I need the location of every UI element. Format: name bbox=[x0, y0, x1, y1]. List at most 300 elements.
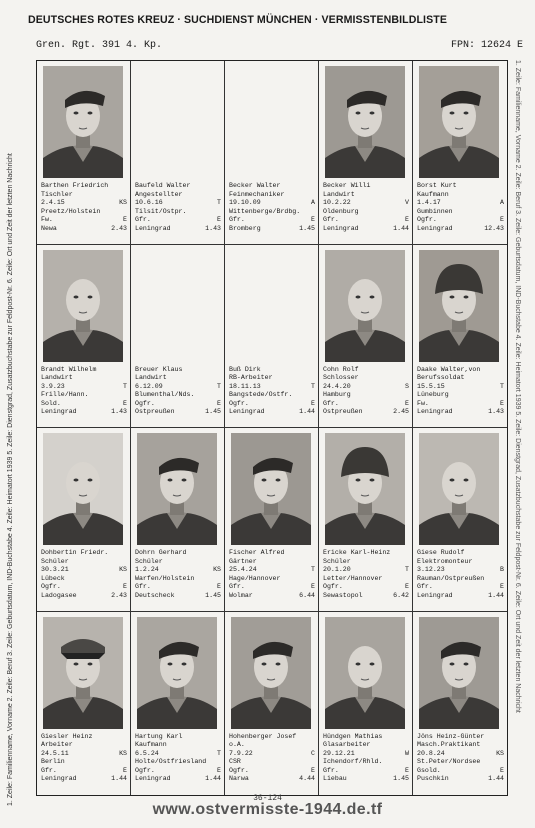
info-text: Elektromonteur bbox=[417, 557, 473, 565]
info-line bbox=[229, 767, 315, 776]
person-card bbox=[413, 428, 507, 612]
info-code: 1.44 bbox=[299, 408, 315, 416]
person-card bbox=[413, 61, 507, 245]
info-code: T bbox=[311, 566, 315, 574]
info-text: 15.5.15 bbox=[417, 382, 445, 390]
info-line bbox=[417, 182, 504, 191]
info-line bbox=[417, 374, 504, 383]
person-card bbox=[319, 245, 413, 429]
person-card bbox=[37, 612, 131, 796]
info-code: T bbox=[123, 382, 127, 390]
info-text: Ichendorf/Rhld. bbox=[323, 758, 383, 766]
info-line bbox=[41, 758, 127, 767]
info-line bbox=[417, 366, 504, 375]
page-title: DEUTSCHES ROTES KREUZ · SUCHDIENST MÜNCHEN · VERMISSTENBILDLISTE bbox=[28, 14, 447, 26]
info-line bbox=[323, 558, 409, 567]
person-info bbox=[417, 733, 504, 785]
info-text: Hage/Hannover bbox=[229, 574, 281, 582]
info-text: Ostpreußen bbox=[135, 408, 175, 416]
info-text: Leningrad bbox=[41, 775, 77, 783]
info-text: Berlin bbox=[41, 758, 65, 766]
info-line bbox=[323, 583, 409, 592]
info-text: Ogfr. bbox=[323, 583, 343, 591]
info-text: Fischer Alfred bbox=[229, 549, 285, 556]
info-code: 1.45 bbox=[299, 224, 315, 232]
info-line bbox=[417, 549, 504, 558]
info-line bbox=[229, 558, 315, 567]
info-code: E bbox=[217, 583, 221, 591]
info-text: Tischler bbox=[41, 190, 73, 198]
info-line bbox=[323, 225, 409, 234]
info-code: E bbox=[311, 583, 315, 591]
info-line bbox=[41, 374, 127, 383]
info-code: KS bbox=[213, 566, 221, 574]
info-text: 10.2.22 bbox=[323, 199, 351, 207]
info-line bbox=[417, 199, 504, 208]
person-photo bbox=[43, 617, 123, 729]
info-text: Preetz/Holstein bbox=[41, 207, 101, 215]
info-line bbox=[323, 408, 409, 417]
info-line bbox=[41, 733, 127, 742]
person-info bbox=[41, 366, 127, 418]
info-text: Barthen Friedrich bbox=[41, 182, 109, 189]
info-line bbox=[323, 741, 409, 750]
info-code: 1.44 bbox=[488, 591, 504, 599]
person-photo bbox=[325, 66, 405, 178]
info-text: Wittenberge/Brdbg. bbox=[229, 207, 301, 215]
info-text: Berufssoldat bbox=[417, 374, 465, 382]
info-line bbox=[135, 208, 221, 217]
person-photo bbox=[419, 433, 499, 545]
info-line bbox=[323, 199, 409, 208]
person-card bbox=[225, 61, 319, 245]
info-text: Glasarbeiter bbox=[323, 741, 371, 749]
info-line bbox=[323, 191, 409, 200]
info-line bbox=[323, 549, 409, 558]
info-text: Fw. bbox=[417, 399, 429, 407]
info-text: Giese Rudolf bbox=[417, 549, 465, 556]
person-photo bbox=[419, 250, 499, 362]
info-text: Baufeld Walter bbox=[135, 182, 191, 189]
info-text: Dohbertin Friedr. bbox=[41, 549, 109, 556]
footer-watermark: www.ostvermisste-1944.de.tf bbox=[152, 801, 383, 818]
info-line bbox=[135, 558, 221, 567]
info-text: Breuer Klaus bbox=[135, 365, 183, 373]
info-line bbox=[229, 758, 315, 767]
info-line bbox=[323, 182, 409, 191]
info-text: Gfr. bbox=[417, 583, 433, 591]
info-line bbox=[229, 182, 315, 191]
info-line bbox=[41, 366, 127, 375]
info-code: 2.45 bbox=[393, 408, 409, 416]
info-line bbox=[135, 191, 221, 200]
person-photo bbox=[43, 433, 123, 545]
person-card bbox=[225, 612, 319, 796]
info-line bbox=[135, 733, 221, 742]
info-line bbox=[323, 374, 409, 383]
info-line bbox=[135, 216, 221, 225]
info-text: Schüler bbox=[135, 557, 163, 565]
info-text: Schüler bbox=[41, 557, 69, 565]
info-text: Becker Willi bbox=[323, 182, 371, 189]
info-text: Letter/Hannover bbox=[323, 574, 383, 582]
info-text: Kaufmann bbox=[135, 741, 167, 749]
info-text: Jöns Heinz-Günter bbox=[417, 732, 485, 740]
info-line bbox=[417, 767, 504, 776]
info-text: 24.5.11 bbox=[41, 749, 69, 757]
info-line bbox=[323, 592, 409, 601]
info-code: B bbox=[500, 566, 504, 574]
person-card bbox=[131, 428, 225, 612]
person-info bbox=[323, 182, 409, 234]
info-line bbox=[229, 583, 315, 592]
info-line bbox=[41, 767, 127, 776]
info-text: Sewastopol bbox=[323, 591, 363, 599]
info-text: 3.9.23 bbox=[41, 382, 65, 390]
info-code: E bbox=[217, 766, 221, 774]
info-line bbox=[41, 592, 127, 601]
info-text: 25.4.24 bbox=[229, 566, 257, 574]
info-text: 7.9.22 bbox=[229, 749, 253, 757]
info-text: Gärtner bbox=[229, 557, 257, 565]
info-line bbox=[323, 575, 409, 584]
person-info bbox=[135, 549, 221, 601]
info-line bbox=[229, 750, 315, 759]
info-code: 1.44 bbox=[393, 224, 409, 232]
person-info bbox=[41, 182, 127, 234]
info-line bbox=[229, 225, 315, 234]
person-card bbox=[37, 245, 131, 429]
info-text: Gsold. bbox=[417, 766, 441, 774]
info-code: T bbox=[217, 382, 221, 390]
info-line bbox=[229, 775, 315, 784]
info-line bbox=[135, 366, 221, 375]
info-line bbox=[135, 400, 221, 409]
info-text: Ladogasee bbox=[41, 591, 77, 599]
person-card bbox=[319, 428, 413, 612]
info-line bbox=[417, 750, 504, 759]
side-legend-right: 1. Zeile: Familienname, Vorname 2. Zeile: Beruf 3. Zeile: Geburtsdatum, IND-Buchstabe 4. Zeile: Heimatort 1939 5. Zeile: Dienstgrad, Zusatzbuchstabe zur Feldpost-Nr. 6. Zeile: Ort und Zeit der letzten Nachricht bbox=[514, 60, 521, 713]
info-text: Giesler Heinz bbox=[41, 732, 93, 740]
info-line bbox=[417, 208, 504, 217]
info-code: 6.44 bbox=[299, 591, 315, 599]
info-text: Landwirt bbox=[41, 374, 73, 382]
info-code: 1.44 bbox=[488, 775, 504, 783]
info-line bbox=[417, 583, 504, 592]
info-code: E bbox=[311, 216, 315, 224]
info-line bbox=[417, 408, 504, 417]
info-text: Hamburg bbox=[323, 391, 351, 399]
person-photo bbox=[43, 66, 123, 178]
info-line bbox=[229, 199, 315, 208]
info-line bbox=[135, 391, 221, 400]
info-text: Gfr. bbox=[135, 583, 151, 591]
info-line bbox=[135, 225, 221, 234]
info-text: Gumbinnen bbox=[417, 207, 453, 215]
person-photo bbox=[137, 250, 217, 362]
info-code: E bbox=[500, 216, 504, 224]
info-code: KS bbox=[119, 199, 127, 207]
info-code: T bbox=[405, 566, 409, 574]
info-text: 10.6.16 bbox=[135, 199, 163, 207]
info-text: Masch.Praktikant bbox=[417, 741, 481, 749]
info-text: Leningrad bbox=[417, 408, 453, 416]
info-code: S bbox=[405, 382, 409, 390]
info-text: Schüler bbox=[323, 557, 351, 565]
info-text: Bangstede/Ostfr. bbox=[229, 391, 293, 399]
info-text: 20.8.24 bbox=[417, 749, 445, 757]
person-photo bbox=[231, 66, 311, 178]
info-text: Ericke Karl-Heinz bbox=[323, 549, 391, 556]
info-code: 12.43 bbox=[484, 224, 504, 232]
info-text: Gfr. bbox=[135, 216, 151, 224]
info-line bbox=[417, 758, 504, 767]
info-code: E bbox=[311, 399, 315, 407]
person-photo bbox=[325, 617, 405, 729]
info-line bbox=[417, 592, 504, 601]
info-line bbox=[323, 366, 409, 375]
info-code: E bbox=[500, 399, 504, 407]
info-line bbox=[41, 583, 127, 592]
info-code: 1.43 bbox=[205, 224, 221, 232]
info-text: Bromberg bbox=[229, 224, 261, 232]
info-line bbox=[417, 741, 504, 750]
person-card bbox=[37, 61, 131, 245]
info-text: Landwirt bbox=[323, 190, 355, 198]
person-grid bbox=[36, 60, 508, 796]
info-line bbox=[41, 566, 127, 575]
info-text: 29.12.21 bbox=[323, 749, 355, 757]
info-code: E bbox=[123, 766, 127, 774]
info-line bbox=[323, 733, 409, 742]
fpn-label: FPN: 12624 E bbox=[450, 40, 523, 51]
info-code: 1.45 bbox=[393, 775, 409, 783]
info-text: Frille/Hann. bbox=[41, 391, 89, 399]
person-photo bbox=[231, 250, 311, 362]
info-text: Ogfr. bbox=[417, 216, 437, 224]
info-line bbox=[417, 391, 504, 400]
info-text: Cohn Rolf bbox=[323, 365, 359, 373]
info-code: 1.44 bbox=[205, 775, 221, 783]
info-text: o.A. bbox=[229, 741, 245, 749]
info-line bbox=[229, 741, 315, 750]
info-text: Leningrad bbox=[417, 224, 453, 232]
info-text: Lüneburg bbox=[417, 391, 449, 399]
info-line bbox=[135, 383, 221, 392]
info-line bbox=[229, 216, 315, 225]
info-code: E bbox=[123, 399, 127, 407]
person-card bbox=[131, 61, 225, 245]
info-line bbox=[135, 575, 221, 584]
person-info bbox=[135, 366, 221, 418]
info-text: Feinmechaniker bbox=[229, 190, 285, 198]
info-text: Puschkin bbox=[417, 775, 449, 783]
person-card bbox=[131, 245, 225, 429]
info-text: Buß Dirk bbox=[229, 365, 261, 373]
info-code: E bbox=[123, 216, 127, 224]
info-text: Ostpreußen bbox=[323, 408, 363, 416]
info-text: Leningrad bbox=[135, 775, 171, 783]
info-text: Angestellter bbox=[135, 190, 183, 198]
info-line bbox=[135, 750, 221, 759]
info-line bbox=[41, 775, 127, 784]
person-card bbox=[319, 612, 413, 796]
person-card bbox=[413, 245, 507, 429]
info-line bbox=[229, 549, 315, 558]
info-text: Wolmar bbox=[229, 591, 253, 599]
info-line bbox=[323, 775, 409, 784]
person-info bbox=[135, 182, 221, 234]
person-photo bbox=[231, 433, 311, 545]
info-text: 6.5.24 bbox=[135, 749, 159, 757]
info-code: T bbox=[217, 199, 221, 207]
person-photo bbox=[137, 66, 217, 178]
info-line bbox=[323, 383, 409, 392]
info-code: 1.43 bbox=[488, 408, 504, 416]
info-line bbox=[323, 767, 409, 776]
info-line bbox=[323, 391, 409, 400]
info-line bbox=[41, 383, 127, 392]
info-line bbox=[229, 400, 315, 409]
info-line bbox=[41, 558, 127, 567]
info-code: E bbox=[405, 399, 409, 407]
info-text: Kaufmann bbox=[417, 190, 449, 198]
info-line bbox=[417, 225, 504, 234]
info-text: Ogfr. bbox=[229, 766, 249, 774]
info-line bbox=[41, 191, 127, 200]
info-line bbox=[417, 775, 504, 784]
person-info bbox=[41, 733, 127, 785]
info-line bbox=[323, 750, 409, 759]
page-number: 36-124 bbox=[253, 794, 282, 803]
info-text: Schlosser bbox=[323, 374, 359, 382]
info-code: 4.44 bbox=[299, 775, 315, 783]
info-text: Dohrn Gerhard bbox=[135, 549, 187, 556]
info-text: Leningrad bbox=[323, 224, 359, 232]
info-text: Lübeck bbox=[41, 574, 65, 582]
info-line bbox=[229, 592, 315, 601]
info-line bbox=[417, 558, 504, 567]
info-text: Ogfr. bbox=[41, 583, 61, 591]
info-line bbox=[417, 575, 504, 584]
info-line bbox=[41, 549, 127, 558]
info-code: E bbox=[405, 216, 409, 224]
info-code: KS bbox=[119, 749, 127, 757]
person-photo bbox=[325, 433, 405, 545]
info-text: Hündgen Mathias bbox=[323, 732, 383, 740]
info-text: Narwa bbox=[229, 775, 249, 783]
info-text: 3.12.23 bbox=[417, 566, 445, 574]
info-line bbox=[135, 592, 221, 601]
info-line bbox=[229, 566, 315, 575]
person-info bbox=[323, 733, 409, 785]
info-text: 18.11.13 bbox=[229, 382, 261, 390]
person-info bbox=[417, 549, 504, 601]
info-line bbox=[417, 216, 504, 225]
info-line bbox=[135, 374, 221, 383]
info-line bbox=[323, 216, 409, 225]
info-text: Daake Walter,von bbox=[417, 365, 481, 373]
info-line bbox=[135, 566, 221, 575]
person-card bbox=[131, 612, 225, 796]
side-legend-left: 1. Zeile: Familienname, Vorname 2. Zeile: Beruf 3. Zeile: Geburtsdatum, IND-Buchstabe 4. Zeile: Heimatort 1939 5. Zeile: Dienstgrad, Zusatzbuchstabe zur Feldpost-Nr. 6. Zeile: Ort und Zeit der letzten Nachricht bbox=[7, 153, 14, 806]
info-text: Borst Kurt bbox=[417, 182, 457, 189]
info-text: Gfr. bbox=[323, 216, 339, 224]
info-line bbox=[417, 383, 504, 392]
info-text: Liebau bbox=[323, 775, 347, 783]
info-text: Deutscheck bbox=[135, 591, 175, 599]
info-line bbox=[417, 400, 504, 409]
info-line bbox=[135, 549, 221, 558]
info-line bbox=[135, 758, 221, 767]
info-line bbox=[41, 575, 127, 584]
info-text: Ogfr. bbox=[135, 399, 155, 407]
person-photo bbox=[231, 617, 311, 729]
info-text: Gfr. bbox=[229, 583, 245, 591]
person-info bbox=[229, 549, 315, 601]
info-line bbox=[229, 408, 315, 417]
info-text: 24.4.20 bbox=[323, 382, 351, 390]
info-text: Newa bbox=[41, 224, 57, 232]
info-line bbox=[41, 199, 127, 208]
info-code: V bbox=[405, 199, 409, 207]
info-line bbox=[323, 566, 409, 575]
info-text: CSR bbox=[229, 758, 241, 766]
info-line bbox=[229, 191, 315, 200]
person-info bbox=[323, 366, 409, 418]
info-text: Hohenberger Josef bbox=[229, 732, 297, 740]
person-card bbox=[319, 61, 413, 245]
info-text: Leningrad bbox=[229, 408, 265, 416]
person-card bbox=[413, 612, 507, 796]
info-text: 2.4.15 bbox=[41, 199, 65, 207]
info-text: Gfr. bbox=[229, 216, 245, 224]
info-code: E bbox=[500, 583, 504, 591]
info-code: 1.45 bbox=[205, 591, 221, 599]
person-photo bbox=[419, 66, 499, 178]
info-text: Tilsit/Ostpr. bbox=[135, 207, 187, 215]
info-line bbox=[135, 741, 221, 750]
info-text: Ogfr. bbox=[135, 766, 155, 774]
info-line bbox=[41, 391, 127, 400]
info-code: A bbox=[500, 199, 504, 207]
info-line bbox=[135, 583, 221, 592]
info-code: E bbox=[405, 766, 409, 774]
person-photo bbox=[419, 617, 499, 729]
info-text: Leningrad bbox=[135, 224, 171, 232]
info-line bbox=[41, 750, 127, 759]
info-text: Landwirt bbox=[135, 374, 167, 382]
info-line bbox=[135, 408, 221, 417]
info-line bbox=[417, 566, 504, 575]
info-text: Gfr. bbox=[323, 399, 339, 407]
info-line bbox=[135, 182, 221, 191]
info-code: 2.43 bbox=[111, 591, 127, 599]
info-code: 1.44 bbox=[111, 775, 127, 783]
info-line bbox=[229, 366, 315, 375]
info-code: E bbox=[217, 216, 221, 224]
info-text: St.Peter/Nordsee bbox=[417, 758, 481, 766]
info-code: A bbox=[311, 199, 315, 207]
info-code: E bbox=[217, 399, 221, 407]
info-code: 6.42 bbox=[393, 591, 409, 599]
info-line bbox=[41, 225, 127, 234]
info-line bbox=[41, 208, 127, 217]
info-text: Ogfr. bbox=[229, 399, 249, 407]
info-line bbox=[323, 400, 409, 409]
info-line bbox=[41, 216, 127, 225]
info-code: W bbox=[405, 749, 409, 757]
